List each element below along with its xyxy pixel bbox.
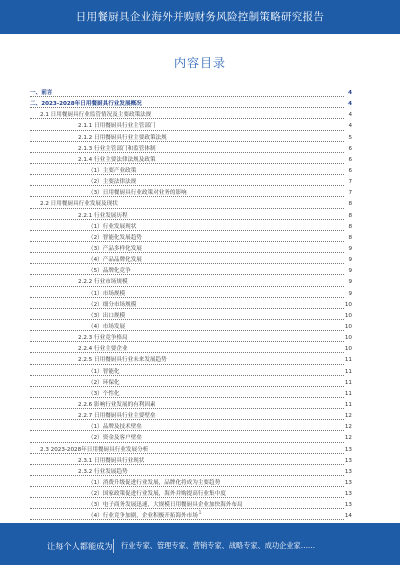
toc-entry[interactable]	[30, 400, 352, 411]
toc-entry-title: 2.1.4 行业主要法律法规及政策	[78, 156, 156, 163]
toc-entry[interactable]	[30, 121, 352, 132]
toc-entry[interactable]	[30, 211, 352, 222]
toc-entry-page: 6	[347, 155, 352, 166]
toc-entry-title: （2）环保化	[88, 379, 120, 386]
toc-entry-page: 9	[347, 255, 352, 266]
toc-entry-page: 12	[344, 433, 352, 444]
toc-entry[interactable]	[30, 333, 352, 344]
toc-entry[interactable]	[30, 88, 352, 99]
toc-entry-page: 11	[344, 355, 352, 366]
toc-leader	[30, 397, 344, 398]
toc-entry-page: 10	[344, 300, 352, 311]
toc-entry-title: （3）电子商务发展迅速，大规模日用餐厨具企业加快海外布局	[88, 502, 243, 509]
toc-leader	[30, 486, 344, 487]
toc-entry[interactable]	[30, 99, 352, 110]
toc-entry[interactable]	[30, 166, 352, 177]
toc-heading: 内容目录	[173, 56, 226, 70]
toc-entry-page: 12	[344, 422, 352, 433]
toc-entry[interactable]	[30, 422, 352, 433]
toc-leader	[30, 386, 344, 387]
toc-entry-page: 6	[347, 144, 352, 155]
toc-leader	[30, 319, 344, 320]
toc-entry-page: 13	[344, 478, 352, 489]
toc-entry[interactable]	[30, 445, 352, 456]
toc-leader	[30, 130, 344, 131]
toc-entry-page: 9	[347, 277, 352, 288]
toc-entry[interactable]	[30, 133, 352, 144]
toc-entry-page: 11	[344, 389, 352, 400]
toc-entry-page: 5	[347, 133, 352, 144]
toc-entry-page: 4	[347, 110, 352, 121]
toc-leader	[30, 174, 344, 175]
toc-leader	[30, 107, 344, 108]
toc-entry-page: 8	[347, 233, 352, 244]
toc-entry-page: 13	[344, 445, 352, 456]
toc-leader	[30, 430, 344, 431]
toc-entry[interactable]	[30, 244, 352, 255]
toc-leader	[30, 230, 344, 231]
toc-leader	[30, 475, 344, 476]
toc-entry-title: 2.2.7 日用餐厨具行业主要壁垒	[78, 413, 156, 420]
toc-entry-title: （1）智能化	[88, 368, 120, 375]
toc-entry-title: 2.2.2 行业市场规模	[78, 279, 128, 286]
toc-entry-page: 10	[344, 322, 352, 333]
toc-entry[interactable]	[30, 433, 352, 444]
toc-entry-page: 7	[347, 177, 352, 188]
toc-entry-title: 2.1 日用餐厨具行业监管情况及主要政策法规	[40, 112, 152, 119]
toc-leader	[30, 375, 344, 376]
toc-entry-page: 8	[347, 222, 352, 233]
toc-leader	[30, 196, 344, 197]
toc-leader	[30, 408, 344, 409]
toc-entry[interactable]	[30, 478, 352, 489]
toc-entry-page: 7	[347, 188, 352, 199]
toc-entry[interactable]	[30, 255, 352, 266]
toc-entry[interactable]	[30, 289, 352, 300]
toc-leader	[30, 96, 344, 97]
footer-banner	[0, 523, 400, 565]
toc-entry-page: 9	[347, 244, 352, 255]
toc-entry-title: 2.2.3 行业竞争格局	[78, 335, 128, 342]
toc-entry-page: 12	[344, 411, 352, 422]
header-banner	[0, 0, 400, 34]
toc-entry-title: （4）产品品牌化发展	[88, 257, 142, 264]
toc-entry-title: （1）品牌及技术壁垒	[88, 424, 142, 431]
toc-leader	[30, 352, 344, 353]
toc-entry[interactable]	[30, 355, 352, 366]
toc-entry-page: 11	[344, 400, 352, 411]
footer-divider	[113, 539, 114, 553]
toc-entry-page: 11	[344, 378, 352, 389]
toc-leader	[30, 274, 344, 275]
toc-entry-title: 2.2.6 影响行业发展的有利因素	[78, 401, 156, 408]
toc-entry[interactable]	[30, 155, 352, 166]
report-title: 日用餐厨具企业海外并购财务风险控制策略研究报告	[75, 11, 325, 23]
toc-entry-page: 10	[344, 344, 352, 355]
page-number: 1	[198, 510, 202, 516]
toc-entry[interactable]	[30, 188, 352, 199]
toc-entry-title: （3）个性化	[88, 390, 120, 397]
toc-entry-title: （4）行业竞争加剧，企业积极开拓海外市场	[88, 513, 198, 520]
toc-leader	[30, 241, 344, 242]
toc-leader	[30, 442, 344, 443]
toc-entry[interactable]	[30, 144, 352, 155]
toc-entry-title: 2.3.2 行业发展趋势	[78, 468, 128, 475]
toc-leader	[30, 286, 344, 287]
toc-leader	[30, 263, 344, 264]
toc-leader	[30, 419, 344, 420]
toc-leader	[30, 308, 344, 309]
toc-entry[interactable]	[30, 389, 352, 400]
toc-entry-title: 2.2 日用餐厨具行业发展及现状	[40, 201, 118, 208]
toc-entry[interactable]	[30, 300, 352, 311]
toc-entry[interactable]	[30, 199, 352, 210]
toc-entry-page: 4	[347, 99, 352, 110]
toc-entry-title: （3）日用餐厨具行业政策对业务的影响	[88, 190, 187, 197]
toc-entry[interactable]	[30, 311, 352, 322]
toc-entry[interactable]	[30, 177, 352, 188]
toc-entry-page: 4	[347, 88, 352, 99]
toc-leader	[30, 208, 344, 209]
toc-entry[interactable]	[30, 378, 352, 389]
toc-entry[interactable]	[30, 266, 352, 277]
footer-tagline: 行业专家、管理专家、营销专家、战略专家、成功企业家……	[121, 541, 316, 550]
toc-entry[interactable]	[30, 489, 352, 500]
toc-entry-title: 一、前言	[30, 90, 53, 96]
toc-entry-page: 9	[347, 266, 352, 277]
toc-entry-title: 2.3 2023-2028年日用餐厨具行业发展分析	[40, 446, 149, 453]
toc-entry-title: （2）国家政策促进行业发展，海外并购提高行业集中度	[88, 491, 226, 498]
toc-leader	[30, 519, 344, 520]
toc-entry-title: （3）产品多样化发展	[88, 245, 142, 252]
toc-leader	[30, 118, 344, 119]
toc-entry-page: 10	[344, 333, 352, 344]
toc-entry-title: 2.1.2 日用餐厨具行业主要政策法规	[78, 134, 167, 141]
footer-slogan: 让每个人都能成为	[47, 541, 113, 551]
toc-entry-page: 4	[347, 121, 352, 132]
toc-entry-page: 8	[347, 211, 352, 222]
toc-entry-title: （1）消费升级促进行业发展，品牌化将成为主要趋势	[88, 479, 221, 486]
toc-entry-title: （4）市场发展	[88, 323, 126, 330]
toc-entry[interactable]	[30, 344, 352, 355]
toc-entry[interactable]	[30, 456, 352, 467]
toc-entry-page: 13	[344, 456, 352, 467]
toc-entry-title: （2）主要法律法规	[88, 179, 137, 186]
toc-entry-page: 13	[344, 467, 352, 478]
toc-entry-title: 2.1.3 行业主管部门和监管体制	[78, 145, 156, 152]
toc-entry-title: （5）品牌化竞争	[88, 268, 131, 275]
toc-leader	[30, 364, 344, 365]
toc-leader	[30, 163, 344, 164]
toc-entry-page: 13	[344, 489, 352, 500]
toc-leader	[30, 252, 344, 253]
toc-entry-page: 10	[344, 311, 352, 322]
toc-entry[interactable]	[30, 467, 352, 478]
toc-entry-title: （1）主要产业政策	[88, 167, 137, 174]
toc-entry[interactable]	[30, 222, 352, 233]
toc-leader	[30, 297, 344, 298]
toc-entry-title: （2）资金及客户壁垒	[88, 435, 142, 442]
toc-entry[interactable]	[30, 233, 352, 244]
toc-leader	[30, 341, 344, 342]
toc-leader	[30, 185, 344, 186]
toc-leader	[30, 497, 344, 498]
toc-leader	[30, 330, 344, 331]
toc-entry[interactable]	[30, 110, 352, 121]
toc-entry-title: 2.1.1 日用餐厨具行业主管部门	[78, 123, 156, 130]
toc-entry-title: 2.2.5 日用餐厨具行业未来发展趋势	[78, 357, 167, 364]
toc-entry-title: 2.2.1 行业发展历程	[78, 212, 128, 219]
toc-entry-title: 2.2.4 行业主要企业	[78, 346, 128, 353]
toc-entry-title: （1）行业发展现状	[88, 223, 137, 230]
toc-entry-title: 2.3.1 日用餐厨具行业现状	[78, 457, 145, 464]
toc-entry-page: 8	[347, 199, 352, 210]
toc-entry-page: 9	[347, 289, 352, 300]
toc-entry-page: 6	[347, 166, 352, 177]
toc-entry-title: （3）出口规模	[88, 312, 126, 319]
table-of-contents	[30, 88, 352, 534]
toc-entry[interactable]	[30, 411, 352, 422]
toc-entry-page: 13	[344, 500, 352, 511]
toc-entry[interactable]	[30, 277, 352, 288]
toc-entry-title: （2）细分市场规模	[88, 301, 137, 308]
toc-entry[interactable]	[30, 367, 352, 378]
toc-entry-page: 14	[344, 511, 352, 522]
toc-entry[interactable]	[30, 322, 352, 333]
toc-entry-title: （1）市场规模	[88, 290, 126, 297]
toc-entry-title: 二、2023-2028年日用餐厨具行业发展概况	[30, 101, 142, 108]
toc-entry-page: 11	[344, 367, 352, 378]
toc-entry-title: （2）智能化发展趋势	[88, 234, 142, 241]
